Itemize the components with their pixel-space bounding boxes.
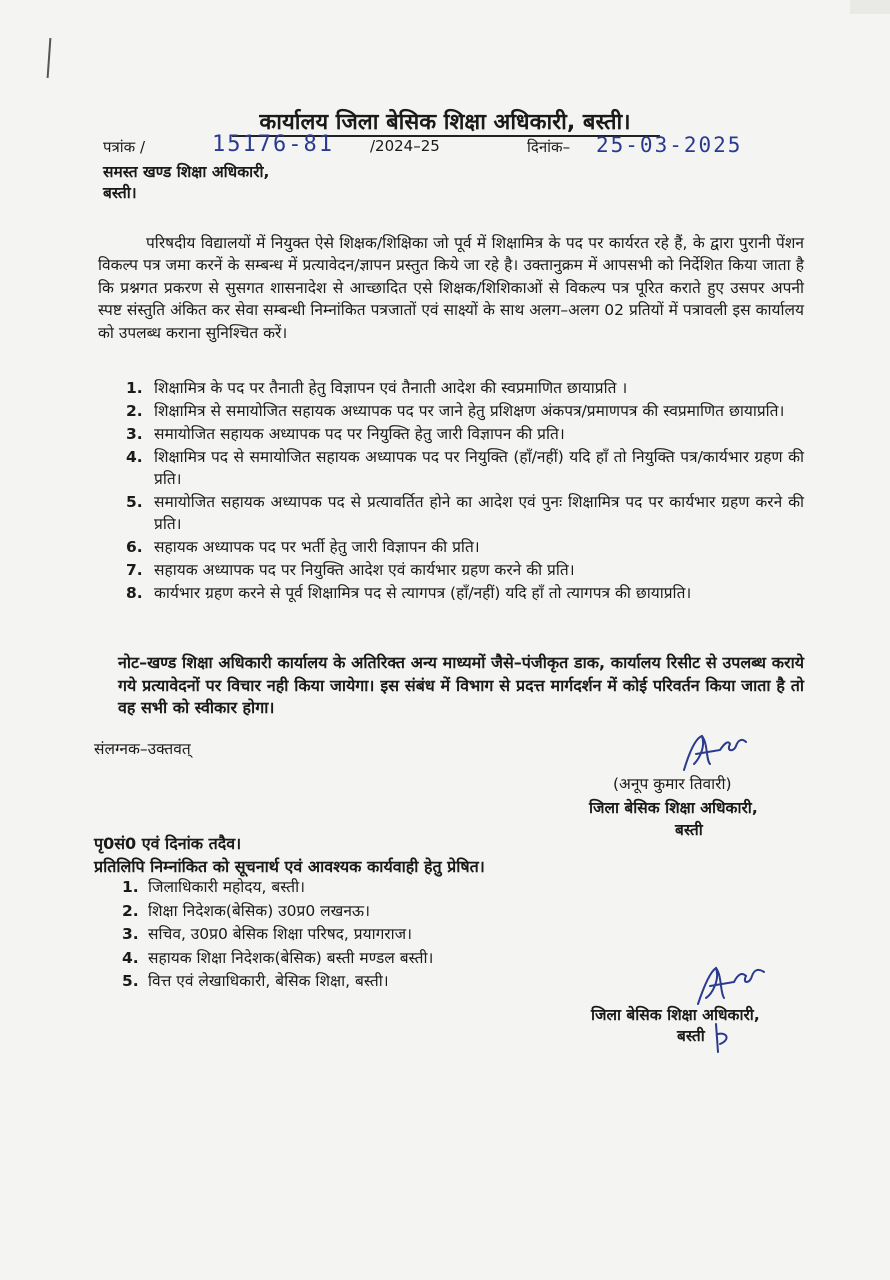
office-title: कार्यालय जिला बेसिक शिक्षा अधिकारी, बस्ती। bbox=[259, 110, 631, 135]
patrank-label: पत्रांक / bbox=[103, 138, 146, 156]
addressee-line1: समस्त खण्ड शिक्षा अधिकारी, bbox=[103, 163, 270, 181]
signatory-designation: जिला बेसिक शिक्षा अधिकारी, bbox=[589, 799, 758, 817]
list-item: 1. जिलाधिकारी महोदय, बस्ती। bbox=[122, 878, 305, 896]
list-item: 2. शिक्षा निदेशक(बेसिक) उ0प्र0 लखनऊ। bbox=[122, 901, 370, 920]
copy-place: बस्ती bbox=[677, 1027, 705, 1045]
copy-designation: जिला बेसिक शिक्षा अधिकारी, bbox=[591, 1006, 760, 1024]
copy-list bbox=[118, 876, 718, 994]
note-paragraph: नोट–खण्ड शिक्षा अधिकारी कार्यालय के अतिरिक्त अन्य माध्यमों जैसे–पंजीकृत डाक, कार्यालय रिसीट से उपलब्ध कराये गये प्रत्यावेदनों पर विचार नही किया जायेगा। इस संबंध में विभाग से प्रदत्त मार्गदर्शन में कोई परिवर्तन किया जाता है तो वह सभी को स्वीकार होगा। bbox=[118, 653, 804, 717]
list-item: 3. समायोजित सहायक अध्यापक पद पर नियुक्ति हेतु जारी विज्ञापन की प्रति। bbox=[126, 425, 565, 443]
scan-edge-mark bbox=[47, 38, 52, 78]
patrank-number: 15176-81 bbox=[212, 132, 334, 157]
list-item: 6. सहायक अध्यापक पद पर भर्ती हेतु जारी विज्ञापन की प्रति। bbox=[126, 538, 480, 556]
dinank-label: दिनांक– bbox=[527, 138, 571, 156]
scan-corner-mark bbox=[850, 0, 890, 14]
list-item: 4. शिक्षामित्र पद से समायोजित सहायक अध्यापक पद पर नियुक्ति (हॉं/नहीं) यदि हॉं तो नियुक्ति पत्र/कार्यभार ग्रहण की प्रति। bbox=[126, 448, 804, 488]
copy-heading: प्रतिलिपि निम्नांकित को सूचनार्थ एवं आवश्यक कार्यवाही हेतु प्रेषित। bbox=[94, 857, 485, 876]
body-paragraph-text: परिषदीय विद्यालयों में नियुक्त ऐसे शिक्षक/शिक्षिका जो पूर्व में शिक्षामित्र के पद पर कार्यरत रहे हैं, के द्वारा पुरानी पेंशन विकल्प पत्र जमा करनें के सम्बन्ध में प्रत्यावेदन/ज्ञापन प्रस्तुत किये जा रहे है। उक्तानुक्रम में आपसभी को निर्देशित किया जाता है कि प्रश्नगत प्रकरण से सुसगत शासनादेश से आच्छादित एसे शिक्षक/शिशिकाओं से विकल्प पत्र पूरित कराते हुए उसपर अपनी स्पष्ट संस्तुति अंकित कर सेवा सम्बन्धी निम्नांकित पत्रजातों एवं साक्ष्यों के साथ अलग–अलग 02 प्रतियों में पत्रावली इस कार्यालय को उपलब्ध कराना सुनिश्चित करें। bbox=[98, 234, 804, 342]
list-item: 7. सहायक अध्यापक पद पर नियुक्ति आदेश एवं कार्यभार ग्रहण करने की प्रति। bbox=[126, 561, 575, 579]
document-list bbox=[120, 377, 804, 605]
dinank-value: 25-03-2025 bbox=[596, 133, 743, 157]
signature-tail-mark bbox=[710, 1020, 738, 1056]
list-item: 8. कार्यभार ग्रहण करने से पूर्व शिक्षामित्र पद से त्यागपत्र (हॉं/नहीं) यदि हॉं तो त्यागपत्र की छायाप्रति। bbox=[126, 584, 692, 602]
patrank-year: /2024–25 bbox=[370, 137, 440, 155]
list-item: 5. वित्त एवं लेखाधिकारी, बेसिक शिक्षा, बस्ती। bbox=[122, 972, 389, 990]
list-item: 3. सचिव, उ0प्र0 बेसिक शिक्षा परिषद, प्रयागराज। bbox=[122, 925, 413, 943]
enclosure-label: संलग्नक–उक्तवत् bbox=[94, 740, 191, 758]
list-item: 2. शिक्षामित्र से समायोजित सहायक अध्यापक पद पर जाने हेतु प्रशिक्षण अंकपत्र/प्रमाणपत्र की स्वप्रमाणित छायाप्रति। bbox=[126, 402, 785, 420]
list-item: 1. शिक्षामित्र के पद पर तैनाती हेतु विज्ञापन एवं तैनाती आदेश की स्वप्रमाणित छायाप्रति । bbox=[126, 379, 628, 397]
list-item: 5. समायोजित सहायक अध्यापक पद से प्रत्यावर्तित होने का आदेश एवं पुनः शिक्षामित्र पद पर कार्यभार ग्रहण करने की प्रति। bbox=[126, 493, 804, 533]
addressee-line2: बस्ती। bbox=[103, 184, 137, 202]
list-item: 4. सहायक शिक्षा निदेशक(बेसिक) बस्ती मण्डल बस्ती। bbox=[122, 948, 434, 967]
signatory-place: बस्ती bbox=[675, 821, 703, 839]
copy-reference: पृ0सं0 एवं दिनांक तदैव। bbox=[94, 834, 242, 853]
body-paragraph bbox=[98, 232, 804, 344]
signatory-name: (अनूप कुमार तिवारी) bbox=[613, 775, 732, 793]
